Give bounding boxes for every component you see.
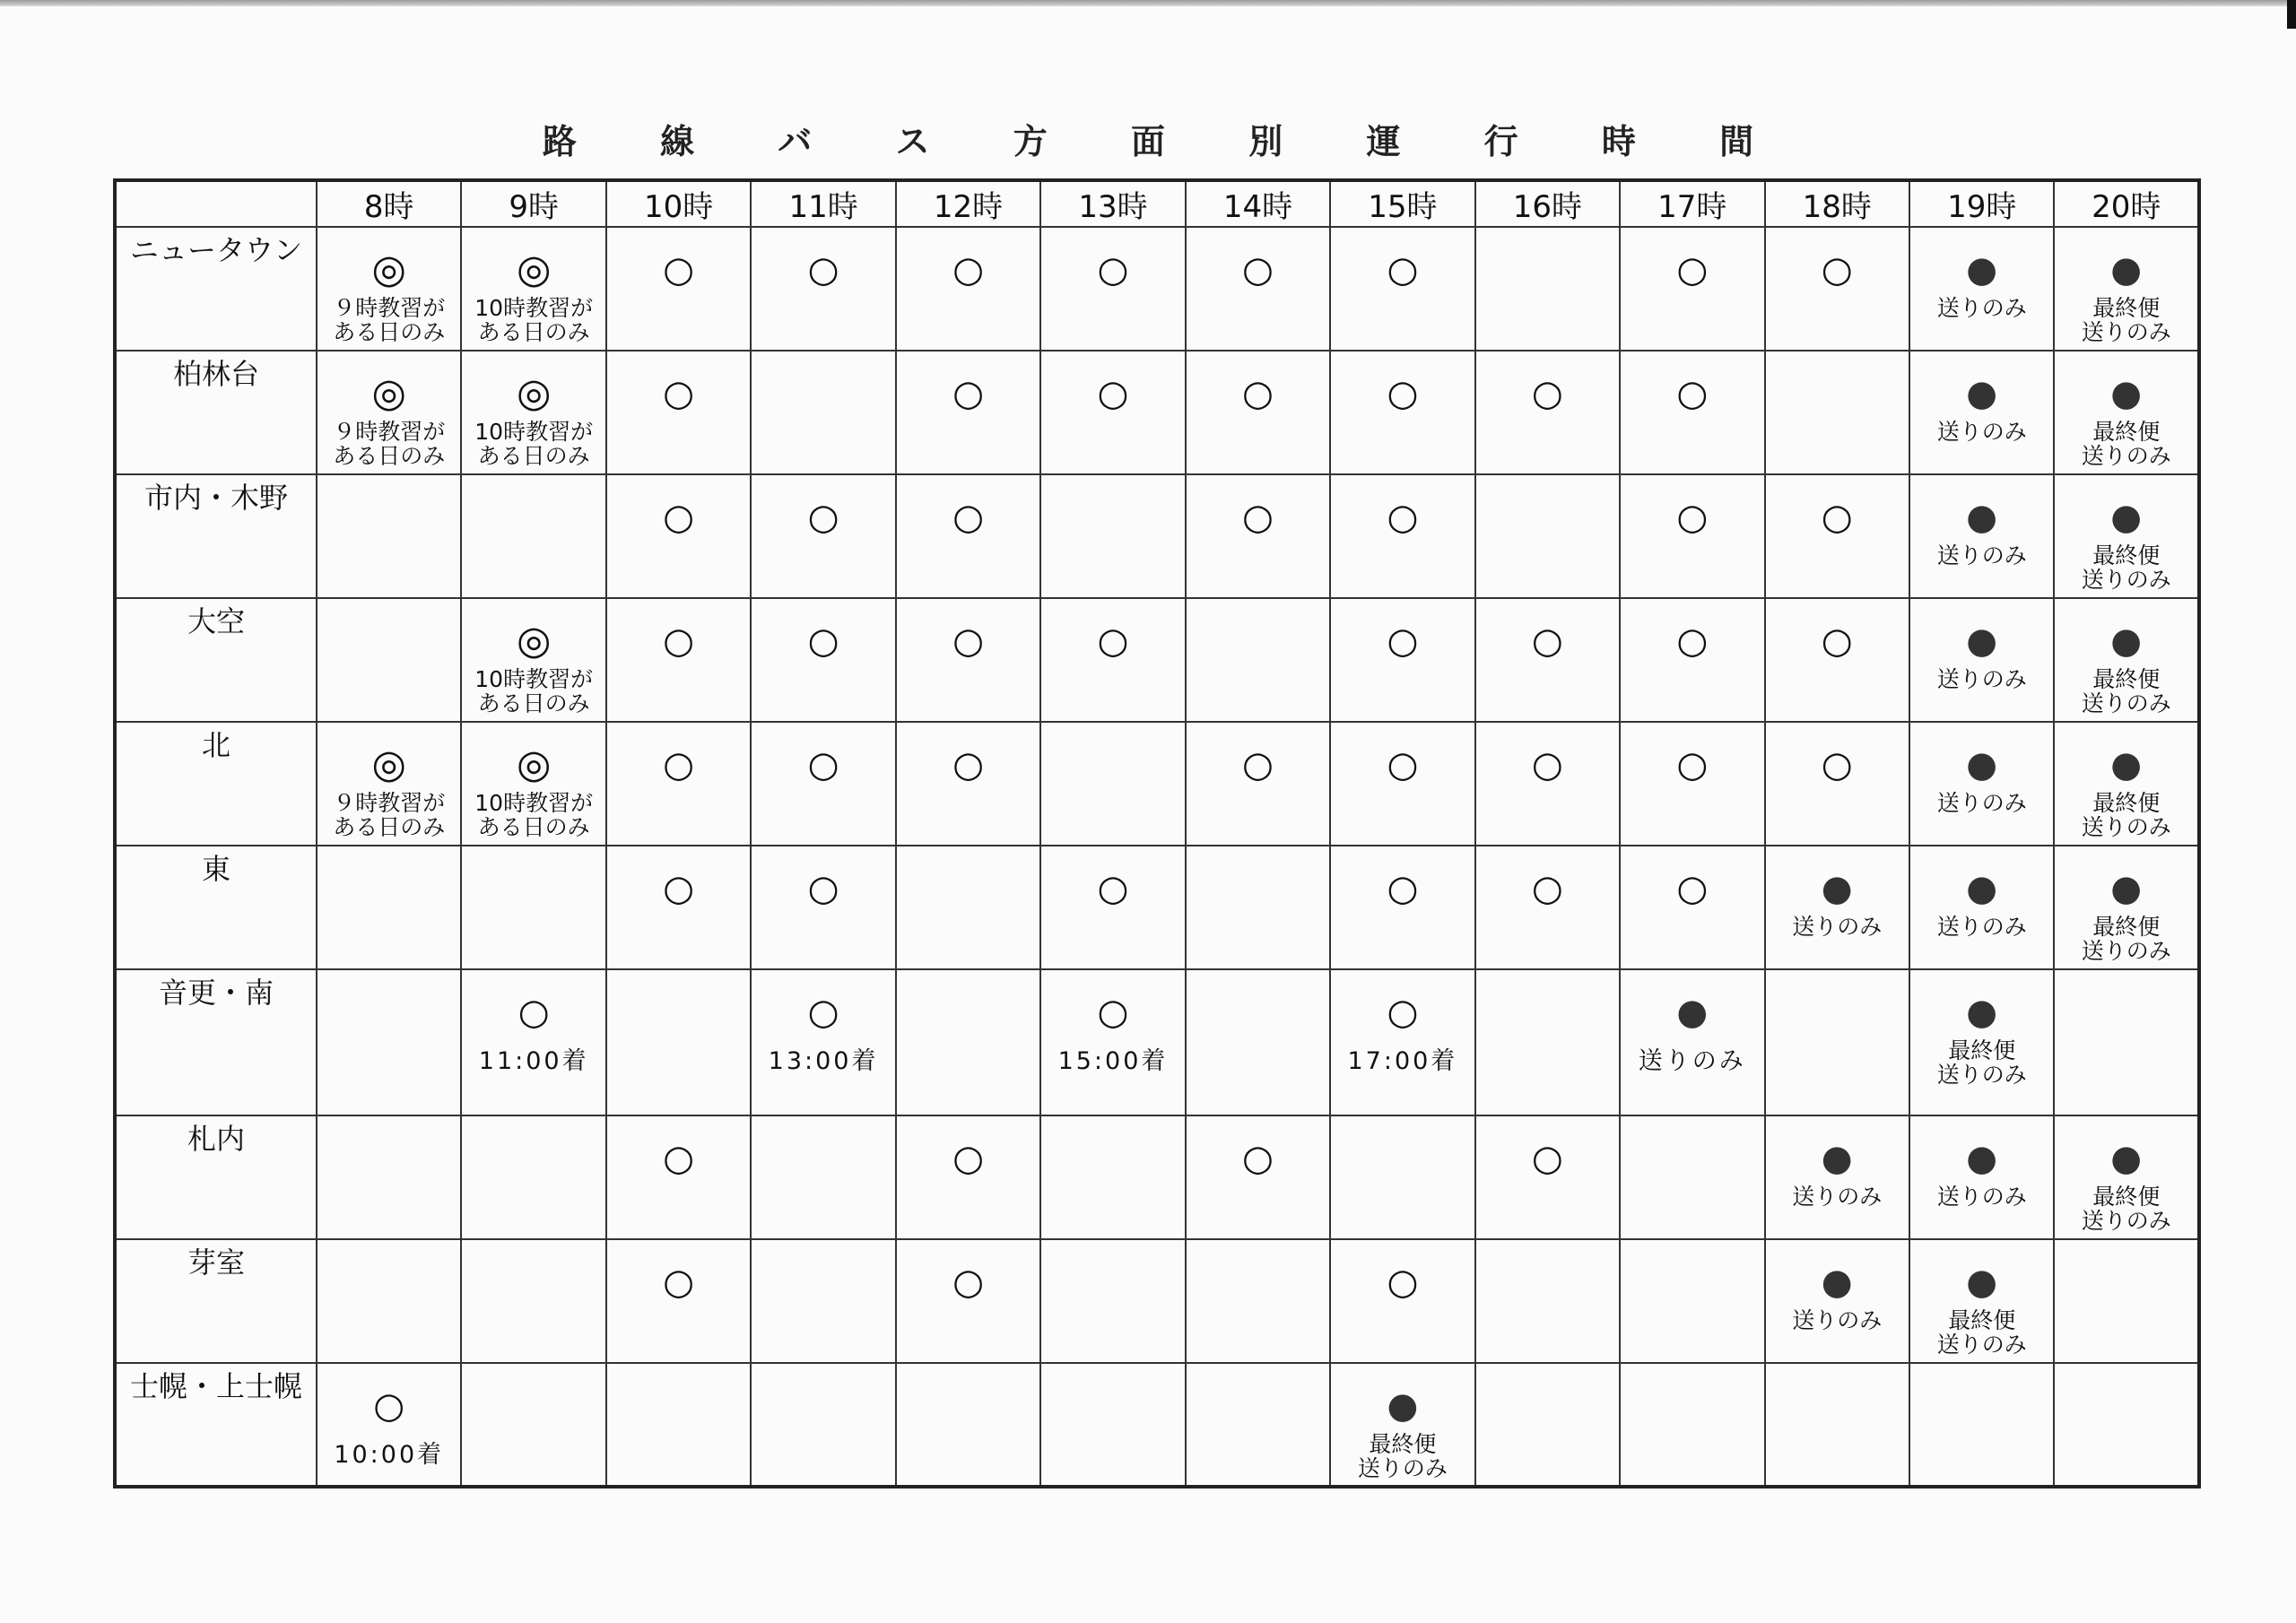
- open-circle-icon: ○: [1821, 621, 1853, 662]
- schedule-cell: [896, 351, 1040, 474]
- open-circle-icon: ○: [1387, 497, 1419, 538]
- schedule-cell: [896, 1115, 1040, 1239]
- schedule-cell: [461, 846, 605, 969]
- schedule-cell: [1620, 351, 1764, 474]
- cell-note: 最終便 送りのみ: [2081, 295, 2171, 345]
- cell-note: 送りのみ: [1936, 295, 2027, 321]
- filled-circle-icon: ●: [1966, 249, 1998, 291]
- schedule-cell: [1330, 969, 1474, 1115]
- cell-note: 最終便 送りのみ: [2081, 419, 2171, 469]
- schedule-cell: [1765, 598, 1909, 722]
- arrival-note: 13:00着: [768, 1047, 879, 1075]
- schedule-cell: [1040, 474, 1185, 598]
- schedule-cell: [2054, 1115, 2199, 1239]
- schedule-cell: [1040, 1363, 1185, 1487]
- cell-note: 送りのみ: [1936, 419, 2027, 445]
- schedule-cell: [1909, 598, 2054, 722]
- open-circle-icon: ○: [952, 1262, 984, 1303]
- cell-note: 送りのみ: [1936, 1184, 2027, 1210]
- schedule-cell: [317, 227, 461, 351]
- cell-note: 10時教習が ある日のみ: [474, 790, 594, 840]
- open-circle-icon: ○: [663, 868, 695, 909]
- double-circle-icon: ◎: [371, 742, 406, 787]
- hour-header: 13時: [1040, 180, 1185, 227]
- open-circle-icon: ○: [952, 1138, 984, 1179]
- filled-circle-icon: ●: [1387, 1385, 1419, 1427]
- open-circle-icon: ○: [1676, 497, 1709, 538]
- open-circle-icon: ○: [1241, 1138, 1274, 1179]
- route-name: 札内: [115, 1115, 317, 1239]
- open-circle-icon: ○: [1241, 497, 1274, 538]
- schedule-cell: [1186, 351, 1330, 474]
- schedule-cell: [1620, 474, 1764, 598]
- schedule-cell: [2054, 227, 2199, 351]
- cell-note: 最終便 送りのみ: [2081, 666, 2171, 716]
- schedule-cell: [1909, 846, 2054, 969]
- open-circle-icon: ○: [1387, 1262, 1419, 1303]
- schedule-cell: [1186, 227, 1330, 351]
- schedule-cell: [1186, 1239, 1330, 1363]
- schedule-cell: [1186, 1115, 1330, 1239]
- schedule-cell: [606, 598, 751, 722]
- schedule-cell: [2054, 598, 2199, 722]
- schedule-cell: [606, 1363, 751, 1487]
- schedule-cell: [606, 722, 751, 846]
- arrival-note: 15:00着: [1057, 1047, 1169, 1075]
- hour-header: 11時: [751, 180, 895, 227]
- open-circle-icon: ○: [952, 497, 984, 538]
- filled-circle-icon: ●: [1966, 744, 1998, 785]
- schedule-cell: [1620, 969, 1764, 1115]
- route-name: 北: [115, 722, 317, 846]
- hour-header: 16時: [1475, 180, 1620, 227]
- schedule-cell: [2054, 969, 2199, 1115]
- schedule-cell: [1186, 598, 1330, 722]
- hour-header: 19時: [1909, 180, 2054, 227]
- open-circle-icon: ○: [1097, 621, 1129, 662]
- route-row: [115, 474, 2199, 598]
- cell-note: 10時教習が ある日のみ: [474, 666, 594, 716]
- hour-header: 12時: [896, 180, 1040, 227]
- open-circle-icon: ○: [663, 373, 695, 414]
- cell-note: 送りのみ: [1936, 914, 2027, 940]
- open-circle-icon: ○: [1387, 373, 1419, 414]
- page-title: 路 線 バ ス 方 面 別 運 行 時 間: [542, 122, 1790, 161]
- schedule-cell: [1909, 1115, 2054, 1239]
- route-row: [115, 598, 2199, 722]
- schedule-cell: [317, 598, 461, 722]
- schedule-cell: [1475, 969, 1620, 1115]
- schedule-cell: [317, 1239, 461, 1363]
- schedule-cell: [1330, 722, 1474, 846]
- schedule-cell: [1620, 227, 1764, 351]
- schedule-cell: [461, 227, 605, 351]
- schedule-cell: [1040, 722, 1185, 846]
- schedule-cell: [1909, 1363, 2054, 1487]
- route-name: 士幌・上士幌: [115, 1363, 317, 1487]
- schedule-cell: [1765, 969, 1909, 1115]
- schedule-cell: [896, 1363, 1040, 1487]
- filled-circle-icon: ●: [1966, 992, 1998, 1033]
- cell-note: 最終便 送りのみ: [1936, 1307, 2027, 1358]
- schedule-cell: [1475, 722, 1620, 846]
- route-name: 芽室: [115, 1239, 317, 1363]
- schedule-cell: [461, 969, 605, 1115]
- filled-circle-icon: ●: [1966, 868, 1998, 909]
- cell-note: 最終便 送りのみ: [2081, 914, 2171, 964]
- open-circle-icon: ○: [663, 1138, 695, 1179]
- open-circle-icon: ○: [1097, 373, 1129, 414]
- open-circle-icon: ○: [1097, 868, 1129, 909]
- schedule-cell: [1909, 351, 2054, 474]
- double-circle-icon: ◎: [516, 742, 552, 787]
- filled-circle-icon: ●: [2110, 744, 2143, 785]
- filled-circle-icon: ●: [2110, 868, 2143, 909]
- hour-header: 9時: [461, 180, 605, 227]
- hour-header: 20時: [2054, 180, 2199, 227]
- schedule-cell: [1330, 846, 1474, 969]
- schedule-cell: [1040, 351, 1185, 474]
- open-circle-icon: ○: [1241, 744, 1274, 785]
- schedule-cell: [751, 846, 895, 969]
- route-name: 市内・木野: [115, 474, 317, 598]
- double-circle-icon: ◎: [516, 618, 552, 664]
- schedule-cell: [1475, 598, 1620, 722]
- schedule-cell: [1620, 598, 1764, 722]
- schedule-cell: [461, 1115, 605, 1239]
- hour-header: 14時: [1186, 180, 1330, 227]
- schedule-cell: [1765, 846, 1909, 969]
- double-circle-icon: ◎: [516, 370, 552, 416]
- cell-note: ９時教習が ある日のみ: [333, 419, 446, 469]
- cell-note: 最終便 送りのみ: [2081, 542, 2171, 593]
- filled-circle-icon: ●: [1966, 373, 1998, 414]
- cell-note: 送りのみ: [1792, 914, 1883, 940]
- filled-circle-icon: ●: [2110, 373, 2143, 414]
- open-circle-icon: ○: [1531, 744, 1563, 785]
- schedule-cell: [751, 598, 895, 722]
- schedule-cell: [1475, 1239, 1620, 1363]
- schedule-cell: [751, 474, 895, 598]
- route-row: [115, 1115, 2199, 1239]
- schedule-cell: [1186, 846, 1330, 969]
- filled-circle-icon: ●: [2110, 497, 2143, 538]
- open-circle-icon: ○: [1241, 249, 1274, 291]
- route-row: [115, 1239, 2199, 1363]
- open-circle-icon: ○: [807, 992, 839, 1033]
- bus-schedule-table: [113, 178, 2201, 1488]
- route-name: 東: [115, 846, 317, 969]
- schedule-cell: [1186, 474, 1330, 598]
- filled-circle-icon: ●: [1821, 1138, 1853, 1179]
- cell-note: ９時教習が ある日のみ: [333, 295, 446, 345]
- schedule-cell: [317, 846, 461, 969]
- schedule-cell: [1330, 227, 1474, 351]
- schedule-cell: [2054, 722, 2199, 846]
- open-circle-icon: ○: [663, 249, 695, 291]
- cell-note: 送りのみ: [1936, 542, 2027, 568]
- schedule-cell: [1330, 351, 1474, 474]
- schedule-cell: [1040, 846, 1185, 969]
- cell-note: 送りのみ: [1936, 666, 2027, 692]
- schedule-cell: [751, 722, 895, 846]
- arrival-note: 17:00着: [1347, 1047, 1458, 1075]
- open-circle-icon: ○: [952, 744, 984, 785]
- schedule-cell: [1040, 1115, 1185, 1239]
- arrival-note: 11:00着: [478, 1047, 589, 1075]
- schedule-cell: [606, 227, 751, 351]
- schedule-cell: [461, 1363, 605, 1487]
- open-circle-icon: ○: [373, 1385, 405, 1427]
- schedule-cell: [317, 722, 461, 846]
- open-circle-icon: ○: [1821, 497, 1853, 538]
- schedule-cell: [317, 474, 461, 598]
- open-circle-icon: ○: [1387, 992, 1419, 1033]
- schedule-cell: [1475, 474, 1620, 598]
- schedule-cell: [2054, 351, 2199, 474]
- double-circle-icon: ◎: [516, 247, 552, 292]
- schedule-cell: [1040, 227, 1185, 351]
- open-circle-icon: ○: [1531, 868, 1563, 909]
- schedule-cell: [461, 722, 605, 846]
- cell-note: 最終便 送りのみ: [1936, 1037, 2027, 1088]
- schedule-cell: [2054, 1363, 2199, 1487]
- schedule-cell: [1909, 474, 2054, 598]
- schedule-cell: [1909, 722, 2054, 846]
- schedule-cell: [751, 1363, 895, 1487]
- open-circle-icon: ○: [1531, 621, 1563, 662]
- filled-circle-icon: ●: [1966, 497, 1998, 538]
- schedule-cell: [896, 969, 1040, 1115]
- schedule-cell: [461, 598, 605, 722]
- open-circle-icon: ○: [807, 249, 839, 291]
- open-circle-icon: ○: [1676, 373, 1709, 414]
- cell-note: 最終便 送りのみ: [2081, 1184, 2171, 1234]
- arrival-note: 10:00着: [334, 1441, 445, 1469]
- double-circle-icon: ◎: [371, 247, 406, 292]
- schedule-cell: [461, 351, 605, 474]
- open-circle-icon: ○: [663, 744, 695, 785]
- schedule-cell: [896, 722, 1040, 846]
- open-circle-icon: ○: [1387, 744, 1419, 785]
- open-circle-icon: ○: [1531, 1138, 1563, 1179]
- schedule-cell: [1475, 1363, 1620, 1487]
- route-row: [115, 722, 2199, 846]
- schedule-cell: [317, 969, 461, 1115]
- schedule-cell: [461, 474, 605, 598]
- route-row: [115, 846, 2199, 969]
- open-circle-icon: ○: [663, 1262, 695, 1303]
- open-circle-icon: ○: [1097, 249, 1129, 291]
- schedule-cell: [2054, 846, 2199, 969]
- schedule-cell: [1620, 1363, 1764, 1487]
- schedule-cell: [1475, 1115, 1620, 1239]
- route-name: 大空: [115, 598, 317, 722]
- route-name: 音更・南: [115, 969, 317, 1115]
- schedule-cell: [1765, 474, 1909, 598]
- open-circle-icon: ○: [1676, 868, 1709, 909]
- schedule-cell: [606, 1115, 751, 1239]
- cell-note: 送りのみ: [1792, 1184, 1883, 1210]
- schedule-cell: [1330, 598, 1474, 722]
- cell-note: 送りのみ: [1936, 790, 2027, 816]
- schedule-cell: [1475, 846, 1620, 969]
- open-circle-icon: ○: [1531, 373, 1563, 414]
- open-circle-icon: ○: [807, 868, 839, 909]
- scan-corner-mark: [2287, 0, 2296, 29]
- hour-header: 17時: [1620, 180, 1764, 227]
- schedule-cell: [896, 846, 1040, 969]
- schedule-cell: [1909, 227, 2054, 351]
- route-row: [115, 1363, 2199, 1487]
- schedule-cell: [1330, 1239, 1474, 1363]
- schedule-cell: [896, 1239, 1040, 1363]
- schedule-cell: [1330, 1363, 1474, 1487]
- filled-circle-icon: ●: [1676, 992, 1709, 1033]
- route-row: [115, 227, 2199, 351]
- schedule-cell: [1040, 598, 1185, 722]
- schedule-cell: [1620, 1115, 1764, 1239]
- schedule-cell: [1330, 1115, 1474, 1239]
- hour-header: 8時: [317, 180, 461, 227]
- schedule-cell: [606, 474, 751, 598]
- open-circle-icon: ○: [1241, 373, 1274, 414]
- route-row: [115, 969, 2199, 1115]
- schedule-cell: [1620, 1239, 1764, 1363]
- route-row: [115, 351, 2199, 474]
- schedule-cell: [461, 1239, 605, 1363]
- schedule-cell: [751, 227, 895, 351]
- open-circle-icon: ○: [952, 249, 984, 291]
- schedule-cell: [2054, 474, 2199, 598]
- cell-note: 最終便 送りのみ: [2081, 790, 2171, 840]
- schedule-cell: [317, 1363, 461, 1487]
- schedule-cell: [1475, 351, 1620, 474]
- cell-note: 送りのみ: [1792, 1307, 1883, 1333]
- open-circle-icon: ○: [1821, 249, 1853, 291]
- schedule-cell: [317, 1115, 461, 1239]
- filled-circle-icon: ●: [2110, 1138, 2143, 1179]
- filled-circle-icon: ●: [2110, 621, 2143, 662]
- schedule-cell: [751, 1115, 895, 1239]
- cell-note: 最終便 送りのみ: [1357, 1431, 1448, 1481]
- schedule-cell: [1765, 227, 1909, 351]
- schedule-cell: [317, 351, 461, 474]
- schedule-cell: [606, 846, 751, 969]
- open-circle-icon: ○: [1387, 249, 1419, 291]
- cell-note: 10時教習が ある日のみ: [474, 419, 594, 469]
- schedule-cell: [751, 351, 895, 474]
- filled-circle-icon: ●: [1821, 868, 1853, 909]
- schedule-cell: [896, 474, 1040, 598]
- schedule-cell: [1186, 722, 1330, 846]
- filled-circle-icon: ●: [1966, 1262, 1998, 1303]
- schedule-cell: [606, 969, 751, 1115]
- schedule-cell: [1475, 227, 1620, 351]
- schedule-cell: [1909, 1239, 2054, 1363]
- open-circle-icon: ○: [1676, 744, 1709, 785]
- schedule-cell: [1765, 1239, 1909, 1363]
- schedule-cell: [1040, 969, 1185, 1115]
- open-circle-icon: ○: [1097, 992, 1129, 1033]
- schedule-cell: [1186, 1363, 1330, 1487]
- schedule-cell: [1186, 969, 1330, 1115]
- route-name: 柏林台: [115, 351, 317, 474]
- corner-cell: [115, 180, 317, 227]
- open-circle-icon: ○: [1387, 621, 1419, 662]
- schedule-cell: [1765, 351, 1909, 474]
- schedule-cell: [1330, 474, 1474, 598]
- schedule-cell: [606, 351, 751, 474]
- filled-circle-icon: ●: [2110, 249, 2143, 291]
- schedule-cell: [1909, 969, 2054, 1115]
- filled-circle-icon: ●: [1966, 1138, 1998, 1179]
- hour-header: 10時: [606, 180, 751, 227]
- open-circle-icon: ○: [807, 621, 839, 662]
- schedule-cell: [2054, 1239, 2199, 1363]
- hour-header-row: [115, 180, 2199, 227]
- arrival-note: 送りのみ: [1638, 1047, 1746, 1075]
- open-circle-icon: ○: [663, 497, 695, 538]
- schedule-cell: [1765, 1115, 1909, 1239]
- open-circle-icon: ○: [1821, 744, 1853, 785]
- schedule-cell: [751, 1239, 895, 1363]
- schedule-body: [115, 227, 2199, 1487]
- route-name: ニュータウン: [115, 227, 317, 351]
- scan-edge: [0, 0, 2296, 6]
- schedule-cell: [751, 969, 895, 1115]
- filled-circle-icon: ●: [1821, 1262, 1853, 1303]
- filled-circle-icon: ●: [1966, 621, 1998, 662]
- open-circle-icon: ○: [517, 992, 550, 1033]
- hour-header: 18時: [1765, 180, 1909, 227]
- schedule-cell: [896, 598, 1040, 722]
- open-circle-icon: ○: [1387, 868, 1419, 909]
- cell-note: 10時教習が ある日のみ: [474, 295, 594, 345]
- schedule-cell: [1620, 722, 1764, 846]
- schedule-cell: [1765, 1363, 1909, 1487]
- cell-note: ９時教習が ある日のみ: [333, 790, 446, 840]
- open-circle-icon: ○: [807, 744, 839, 785]
- open-circle-icon: ○: [952, 373, 984, 414]
- schedule-cell: [1040, 1239, 1185, 1363]
- schedule-cell: [606, 1239, 751, 1363]
- schedule-cell: [1765, 722, 1909, 846]
- open-circle-icon: ○: [1676, 249, 1709, 291]
- schedule-cell: [1620, 846, 1764, 969]
- double-circle-icon: ◎: [371, 370, 406, 416]
- open-circle-icon: ○: [952, 621, 984, 662]
- open-circle-icon: ○: [807, 497, 839, 538]
- hour-header: 15時: [1330, 180, 1474, 227]
- open-circle-icon: ○: [663, 621, 695, 662]
- schedule-cell: [896, 227, 1040, 351]
- open-circle-icon: ○: [1676, 621, 1709, 662]
